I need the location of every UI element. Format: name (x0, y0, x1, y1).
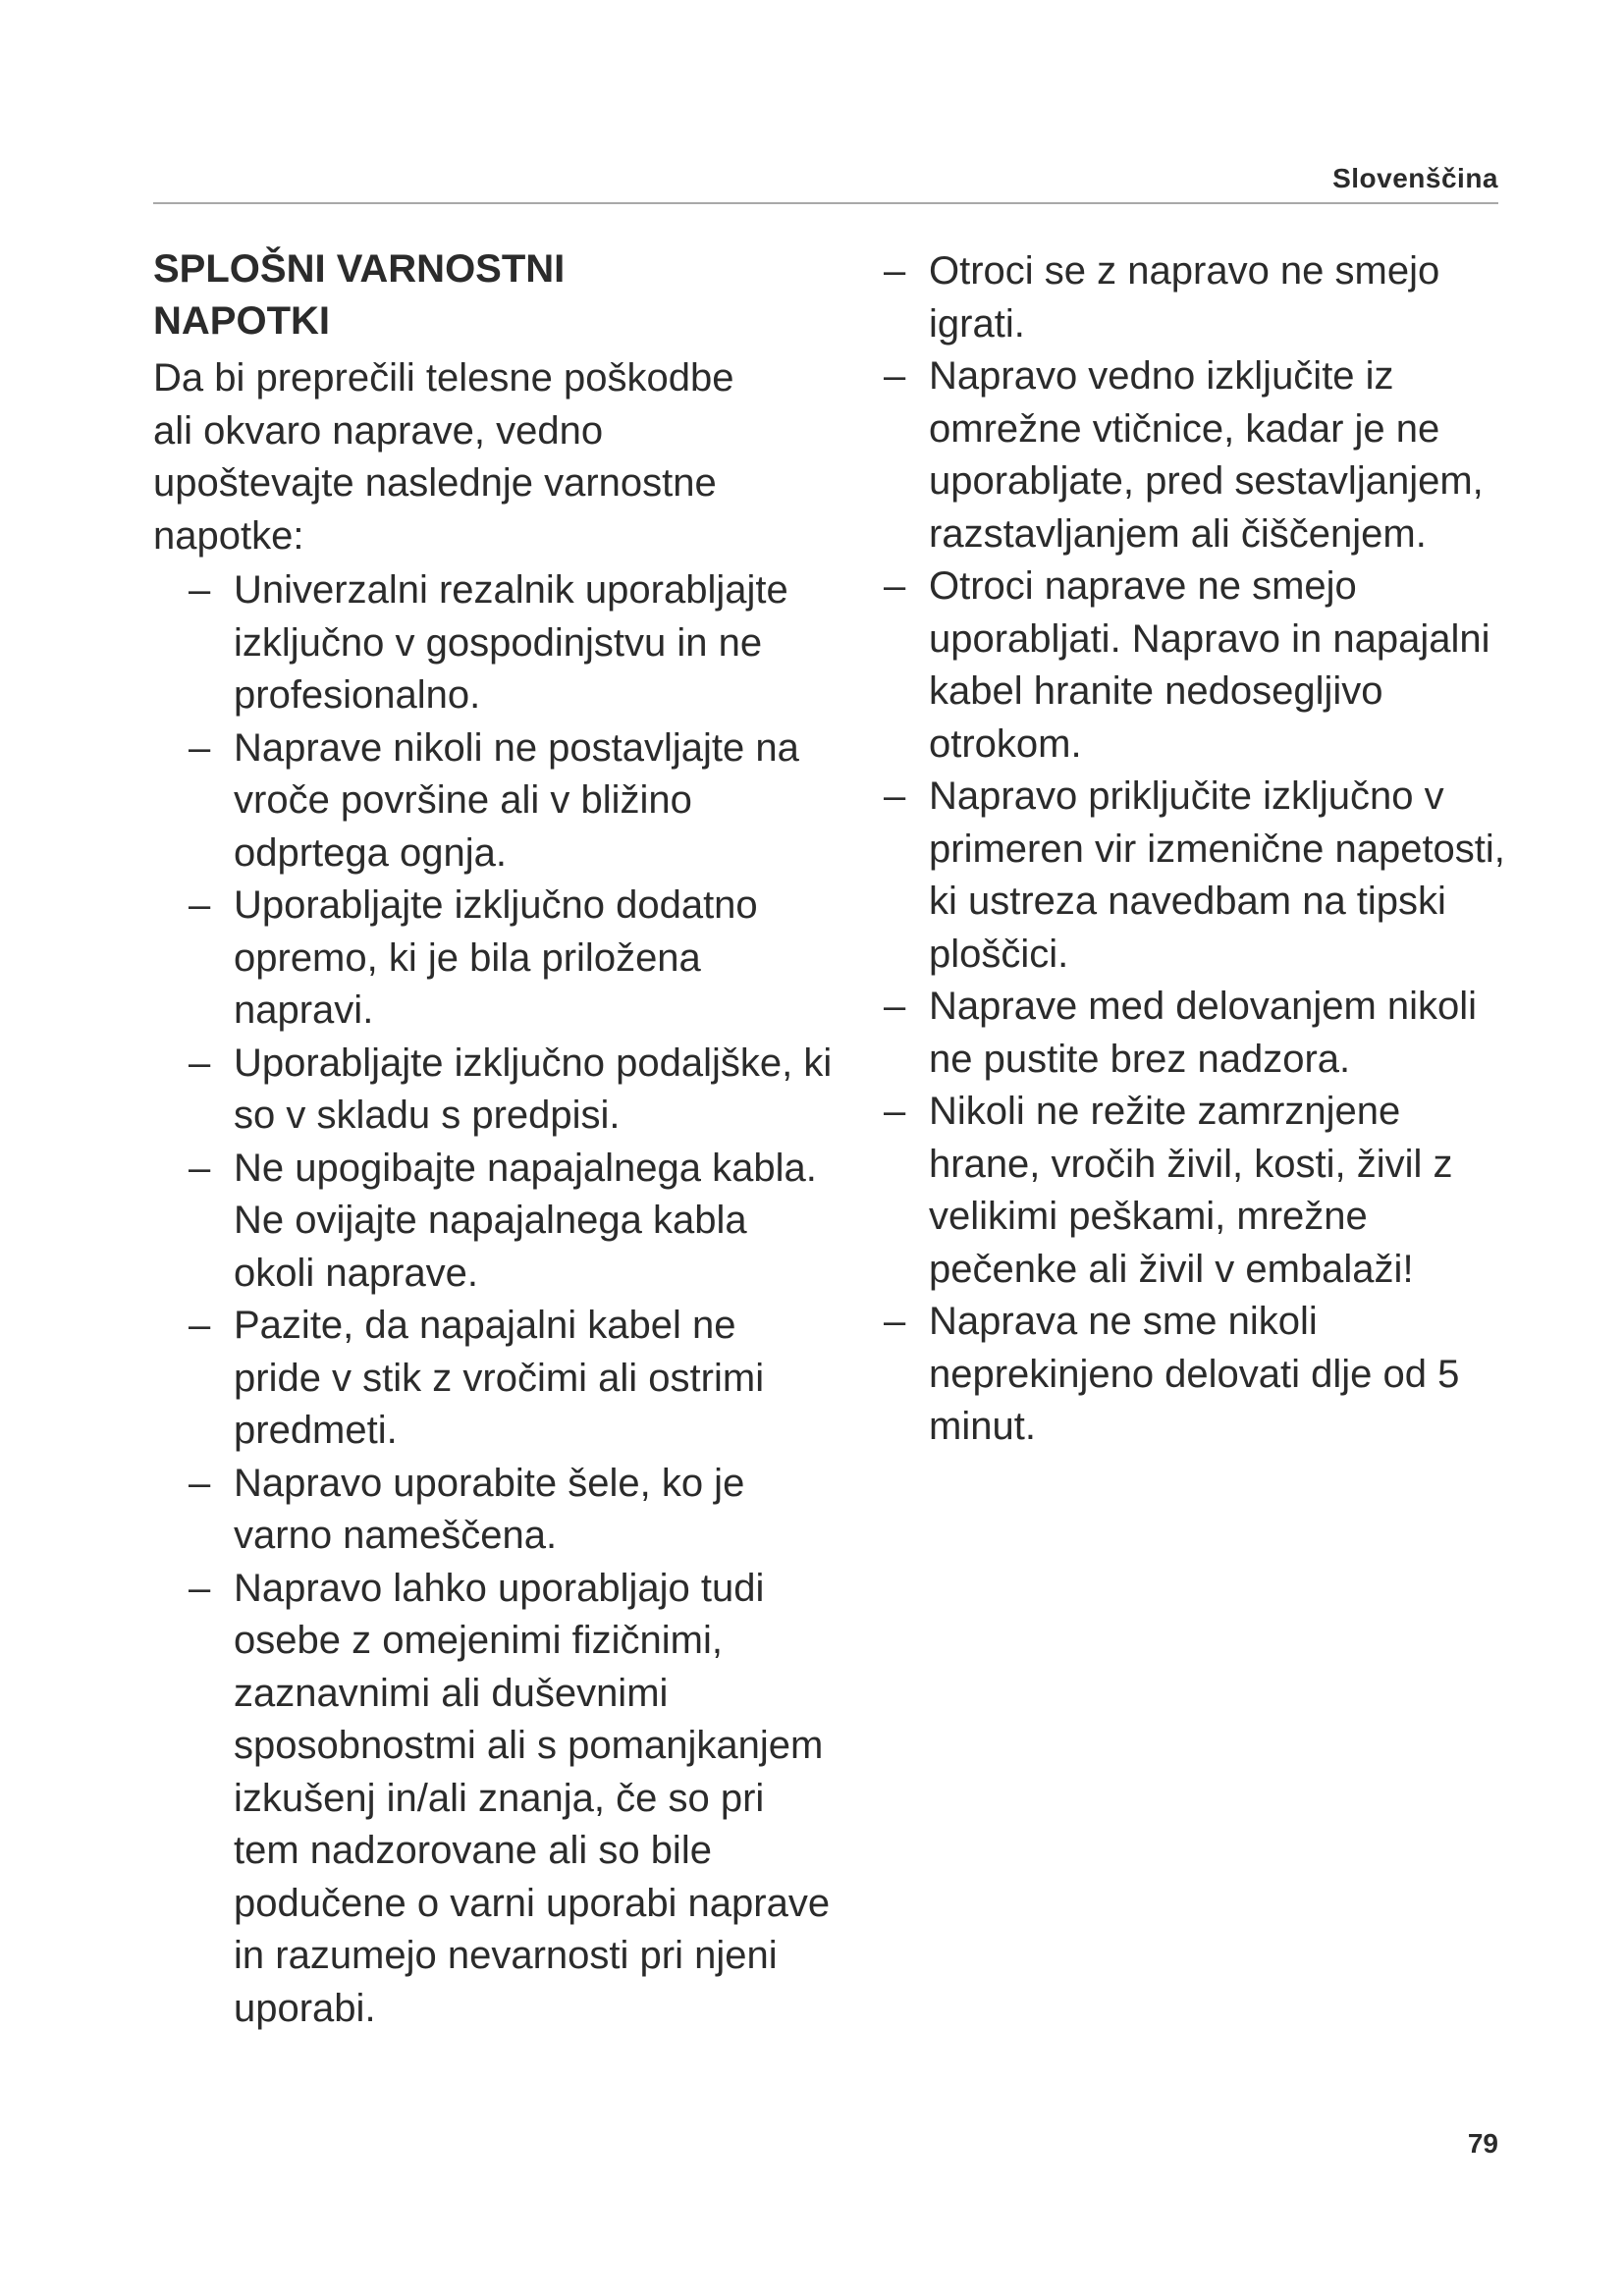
list-item (189, 1300, 833, 1458)
list-item-text: Univerzalni rezalnik uporabljajte izključno v gospodinjstvu in ne profesionalno. (234, 568, 788, 717)
page-number: 79 (1467, 2128, 1498, 2159)
left-column (153, 243, 840, 2035)
bullet-dash: – (884, 985, 906, 1028)
list-item-text: Pazite, da napajalni kabel ne pride v stik z vročimi ali ostrimi predmeti. (234, 1304, 765, 1452)
list-item (189, 1563, 833, 2036)
bullet-dash: – (884, 1300, 906, 1343)
list-item-text: Nikoli ne režite zamrznjene hrane, vročih živil, kosti, živil z velikimi peškami, mrežne pečenke ali živil v embalaži! (929, 1090, 1453, 1291)
list-item (189, 722, 833, 881)
list-item (884, 981, 1518, 1086)
list-item-text: Otroci naprave ne smejo uporabljati. Napravo in napajalni kabel hranite nedosegljivo otrokom. (929, 564, 1490, 766)
bullet-dash: – (884, 774, 906, 818)
header-divider (153, 202, 1498, 204)
bullet-dash: – (189, 568, 211, 612)
list-item (884, 561, 1518, 771)
bullet-dash: – (884, 564, 906, 608)
list-item-text: Uporabljajte izključno podaljške, ki so v skladu s predpisi. (234, 1041, 833, 1137)
list-item (189, 1038, 833, 1143)
list-item-text: Napravo lahko uporabljajo tudi osebe z omejenimi fizičnimi, zaznavnimi ali duševnimi sposobnostmi ali s pomanjkanjem izkušenj in/ali znanja, če so pri tem nadzorovane ali so bile podučene o varni uporabi naprave in razumejo nevarnosti pri njeni uporabi. (234, 1566, 831, 2030)
bullet-dash: – (884, 249, 906, 293)
list-item (884, 771, 1518, 981)
list-item-text: Naprave nikoli ne postavljajte na vroče površine ali v bližino odprtega ognja. (234, 725, 799, 875)
language-label: Slovenščina (1332, 163, 1498, 193)
list-item (189, 880, 833, 1038)
list-item (189, 564, 833, 722)
bullet-dash: – (189, 1146, 211, 1190)
right-column (884, 245, 1512, 1454)
list-item-text: Napravo uporabite šele, ko je varno nameščena. (234, 1461, 745, 1557)
section-title: SPLOŠNI VARNOSTNI NAPOTKI (153, 247, 566, 343)
list-item-text: Naprave med delovanjem nikoli ne pustite brez nadzora. (929, 985, 1478, 1081)
list-item-text: Napravo priključite izključno v primeren vir izmenične napetosti, ki ustreza navedbam na tipski ploščici. (929, 774, 1505, 976)
bullet-dash: – (189, 725, 211, 770)
left-notice-list (153, 564, 840, 2035)
list-item (884, 1086, 1518, 1296)
list-item (189, 1143, 833, 1301)
bullet-dash: – (189, 1566, 211, 1610)
list-item-text: Otroci se z napravo ne smejo igrati. (929, 249, 1440, 346)
list-item-text: Uporabljajte izključno dodatno opremo, ki je bila priložena napravi. (234, 883, 758, 1032)
bullet-dash: – (189, 1461, 211, 1505)
bullet-dash: – (884, 354, 906, 398)
bullet-dash: – (189, 1304, 211, 1347)
bullet-dash: – (884, 1090, 906, 1133)
list-item-text: Naprava ne sme nikoli neprekinjeno delovati dlje od 5 minut. (929, 1300, 1460, 1448)
list-item (189, 1458, 833, 1563)
list-item-text: Ne upogibajte napajalnega kabla. Ne ovijajte napajalnega kabla okoli naprave. (234, 1146, 817, 1295)
bullet-dash: – (189, 883, 211, 927)
list-item (884, 1296, 1518, 1454)
list-item-text: Napravo vedno izključite iz omrežne vtičnice, kadar je ne uporabljate, pred sestavljanjem, razstavljanjem ali čiščenjem. (929, 354, 1484, 556)
list-item (884, 245, 1518, 350)
list-item (884, 350, 1518, 561)
bullet-dash: – (189, 1041, 211, 1085)
intro-paragraph: Da bi preprečili telesne poškodbe ali okvaro naprave, vedno upoštevajte naslednje varnostne napotke: (153, 356, 734, 558)
right-notice-list (884, 245, 1512, 1454)
